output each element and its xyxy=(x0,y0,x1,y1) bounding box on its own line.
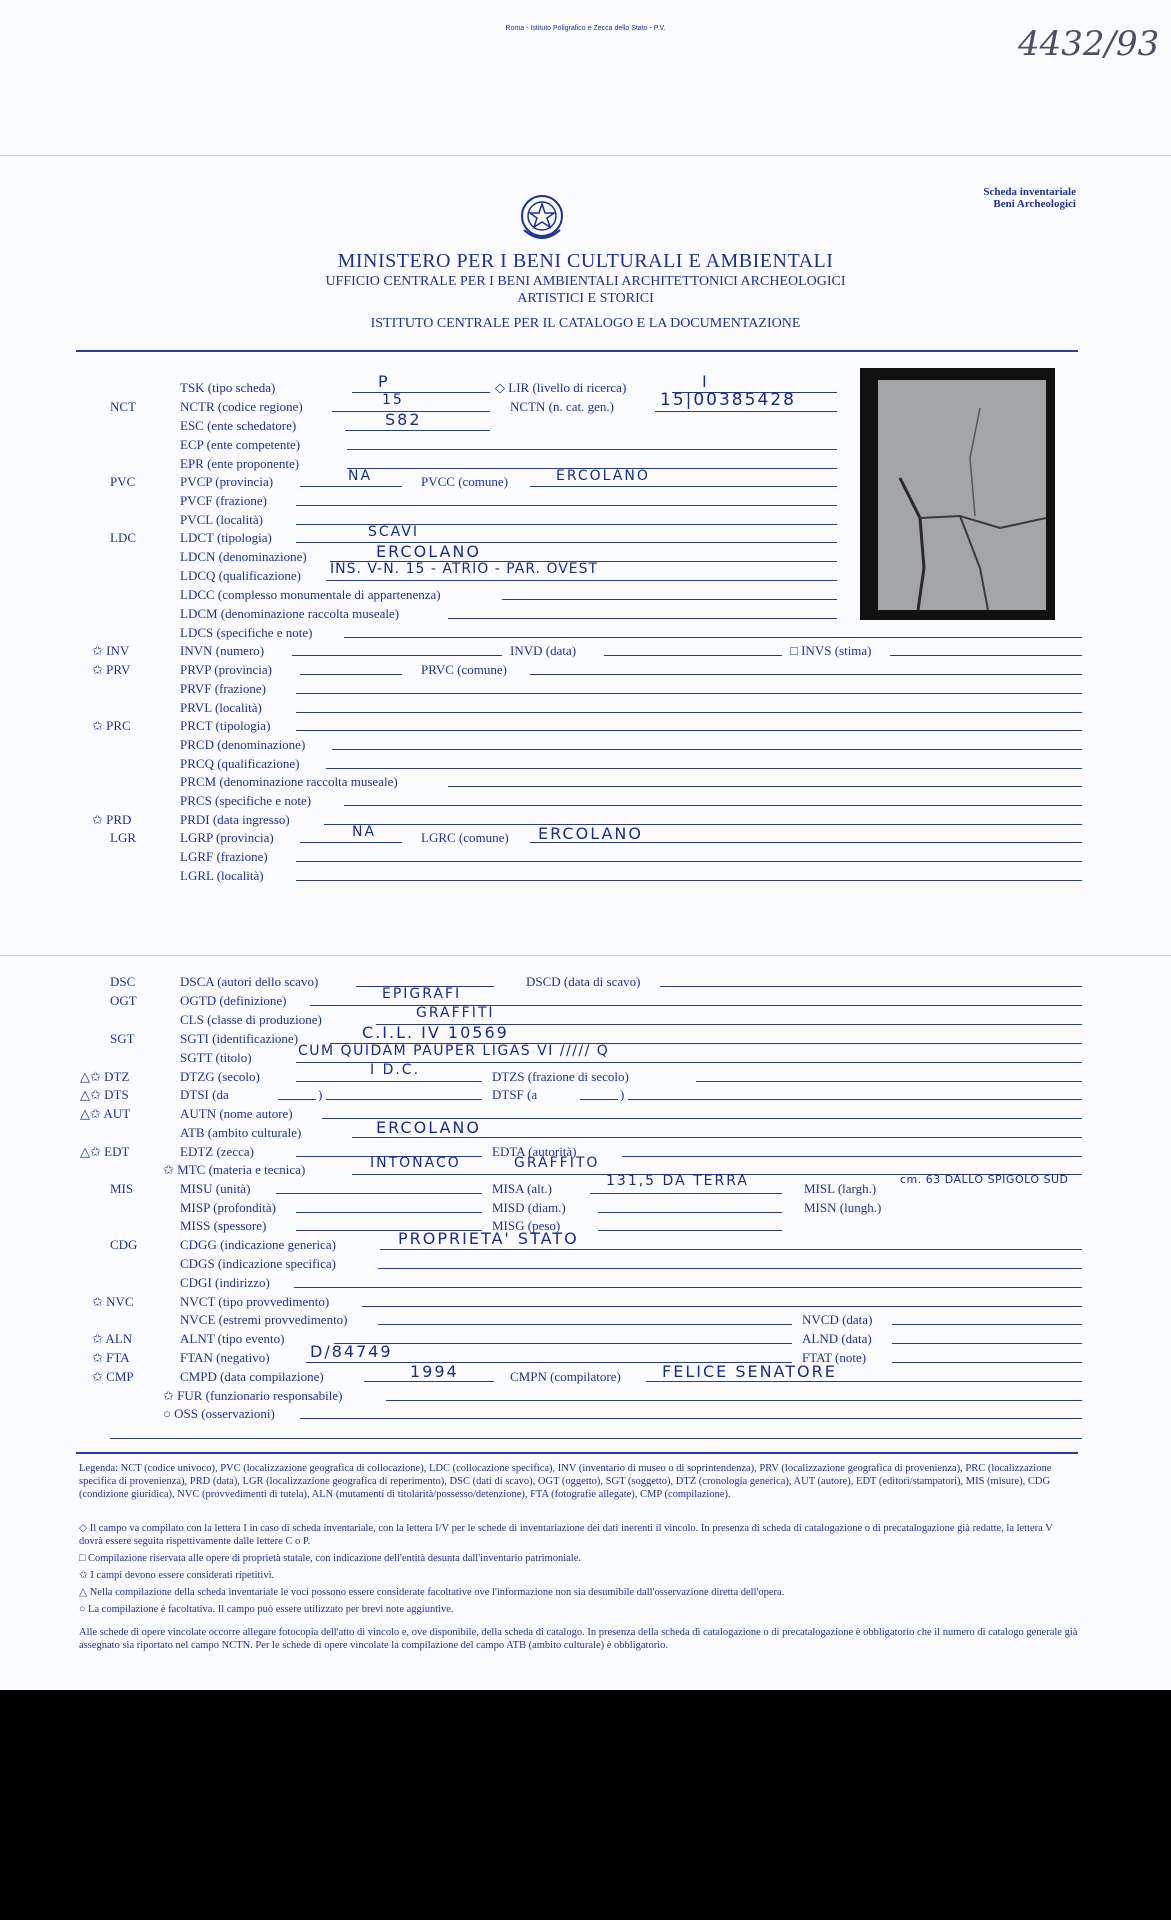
field-ogtd-value: EPIGRAFI xyxy=(382,986,462,1002)
field-tsk-label: TSK (tipo scheda) xyxy=(180,380,276,395)
field-misg-label: MISG (peso) xyxy=(492,1218,561,1233)
field-prcs-line xyxy=(344,805,1082,806)
field-misn-label: MISN (lungh.) xyxy=(804,1200,882,1215)
field-dtsi-tail-line xyxy=(326,1099,482,1100)
field-prdi-line xyxy=(324,824,1082,825)
field-dtsf-tail-line xyxy=(628,1099,1082,1100)
field-alnt-label: ALNT (tipo evento) xyxy=(180,1331,285,1346)
field-fur-line xyxy=(386,1400,1082,1401)
field-miss-label: MISS (spessore) xyxy=(180,1218,267,1233)
field-nctr-value: 15 xyxy=(382,392,404,408)
field-ogtd-label: OGTD (definizione) xyxy=(180,993,287,1008)
field-sgtt-value: CUM QUIDAM PAUPER LIGAS VI ///// Q xyxy=(298,1043,610,1059)
field-lgrl-label: LGRL (località) xyxy=(180,868,264,883)
field-cmpd-line xyxy=(364,1381,494,1382)
field-mtc-material-value: INTONACO xyxy=(370,1155,461,1171)
field-oss-label: ○ OSS (osservazioni) xyxy=(163,1406,275,1421)
field-lgrc-label: LGRC (comune) xyxy=(421,830,509,845)
section-inv: ✩ INV xyxy=(92,643,130,658)
field-prcm-line xyxy=(448,786,1082,787)
field-lir-label: ◇ LIR (livello di ricerca) xyxy=(495,380,627,395)
section-dsc: DSC xyxy=(110,974,136,989)
section-nct: NCT xyxy=(110,399,136,414)
field-esc-label: ESC (ente schedatore) xyxy=(180,418,297,433)
field-misg-line xyxy=(598,1230,782,1231)
field-cmpd-value: 1994 xyxy=(410,1362,459,1381)
field-ftat-label: FTAT (note) xyxy=(802,1350,867,1365)
legend-note-3: ✩ I campi devono essere considerati ripetitivi. xyxy=(79,1570,275,1581)
field-tsk-value: P xyxy=(378,372,390,391)
field-edta-line xyxy=(622,1156,1082,1157)
field-ftat-line xyxy=(892,1362,1082,1363)
field-nvct-line xyxy=(362,1306,1082,1307)
field-pvcp-label: PVCP (provincia) xyxy=(180,474,274,489)
field-ldcc-line xyxy=(502,599,837,600)
section-aut: △✩ AUT xyxy=(80,1106,131,1121)
field-cdgg-value: PROPRIETA' STATO xyxy=(398,1229,579,1248)
field-pvcc-label: PVCC (comune) xyxy=(421,474,509,489)
section-cdg: CDG xyxy=(110,1237,138,1252)
field-pvcf-label: PVCF (frazione) xyxy=(180,493,268,508)
field-fur-label: ✩ FUR (funzionario responsabile) xyxy=(163,1388,343,1403)
field-cdgs-line xyxy=(378,1268,1082,1269)
office-line-2: ARTISTICI E STORICI xyxy=(517,291,654,306)
section-prc: ✩ PRC xyxy=(92,718,131,733)
field-sgti-value: C.I.L. IV 10569 xyxy=(362,1023,509,1042)
field-ldcs-line xyxy=(344,637,1082,638)
field-ecp-label: ECP (ente competente) xyxy=(180,437,301,452)
fold-line-middle xyxy=(0,955,1171,956)
field-nvct-label: NVCT (tipo provvedimento) xyxy=(180,1294,330,1309)
field-lir-value: I xyxy=(702,372,709,391)
section-aln: ✩ ALN xyxy=(92,1331,133,1346)
field-ldcc-label: LDCC (complesso monumentale di appartenenza) xyxy=(180,587,441,602)
field-misa-line xyxy=(590,1193,782,1194)
field-lgrf-line xyxy=(296,861,1082,862)
field-misd-label: MISD (diam.) xyxy=(492,1200,566,1215)
legend-note-1: ◇ Il campo va compilato con la lettera I in caso di scheda inventariale, con la lettera I/V per le schede di inventariazione dei dati inerenti il vincolo. In presenza di scheda di catalogazione o di precatalogazione già redatte, la lettera V dovrà essere seguita rispettivamente dalle lettere C o P. xyxy=(79,1523,1053,1547)
field-ldcn-label: LDCN (denominazione) xyxy=(180,549,307,564)
field-ftan-value: D/84749 xyxy=(310,1342,393,1361)
field-cls-value: GRAFFITI xyxy=(416,1005,495,1021)
field-oss-line xyxy=(300,1418,1082,1419)
section-fta: ✩ FTA xyxy=(92,1350,130,1365)
field-dtzg-value: I D.C. xyxy=(370,1062,421,1078)
field-prvl-line xyxy=(296,712,1082,713)
field-lgrf-label: LGRF (frazione) xyxy=(180,849,268,864)
field-lgrp-value: NA xyxy=(352,824,377,840)
field-sgtt-label: SGTT (titolo) xyxy=(180,1050,252,1065)
section-prv: ✩ PRV xyxy=(92,662,131,677)
field-ldcq-label: LDCQ (qualificazione) xyxy=(180,568,301,583)
legend-rule xyxy=(76,1452,1078,1454)
legend-note-4: △ Nella compilazione della scheda inventariale le voci possono essere considerate facoltative ove l'informazione non sia desumibile dall'osservazione diretta dell'opera. xyxy=(79,1587,785,1598)
section-pvc: PVC xyxy=(110,474,136,489)
field-dtzs-line xyxy=(696,1081,1082,1082)
field-epr-label: EPR (ente proponente) xyxy=(180,456,300,471)
section-edt: △✩ EDT xyxy=(80,1144,130,1159)
field-nvcd-line xyxy=(892,1324,1082,1325)
field-misp-line xyxy=(296,1212,482,1213)
field-nvce-line xyxy=(378,1324,792,1325)
section-lgr: LGR xyxy=(110,830,136,845)
field-nvce-label: NVCE (estremi provvedimento) xyxy=(180,1312,348,1327)
field-misp-label: MISP (profondità) xyxy=(180,1200,276,1215)
wall-photo-image xyxy=(860,368,1055,620)
field-pvcp-value: NA xyxy=(348,468,373,484)
field-dtzg-label: DTZG (secolo) xyxy=(180,1069,260,1084)
field-ldcq-value: INS. V-N. 15 - ATRIO - PAR. OVEST xyxy=(330,561,599,577)
section-mis: MIS xyxy=(110,1181,134,1196)
legend-note-5: ○ La compilazione è facoltativa. Il campo può essere utilizzato per brevi note aggiuntive. xyxy=(79,1604,454,1615)
section-cmp: ✩ CMP xyxy=(92,1369,134,1384)
field-atb-line xyxy=(352,1137,1082,1138)
field-pvcp-line xyxy=(300,486,402,487)
field-cdgs-label: CDGS (indicazione specifica) xyxy=(180,1256,336,1271)
field-esc-value: S82 xyxy=(385,410,422,429)
legend-note-2: □ Compilazione riservata alle opere di proprietà statale, con indicazione dell'entità desunta dall'inventario patrimoniale. xyxy=(79,1553,581,1564)
field-alnt-line xyxy=(334,1343,792,1344)
field-ecp-line xyxy=(347,449,837,450)
field-misu-line xyxy=(276,1193,482,1194)
attached-photo xyxy=(860,368,1055,620)
fold-line-top xyxy=(0,155,1171,156)
field-cmpd-label: CMPD (data compilazione) xyxy=(180,1369,324,1384)
field-cmpn-line xyxy=(646,1381,1082,1382)
field-prvp-line xyxy=(300,674,402,675)
field-ldcs-label: LDCS (specifiche e note) xyxy=(180,625,313,640)
field-nctn-line xyxy=(655,411,837,412)
field-prct-line xyxy=(296,730,1082,731)
field-edtz-label: EDTZ (zecca) xyxy=(180,1144,254,1159)
field-lgrl-line xyxy=(296,880,1082,881)
legend-main: Legenda: NCT (codice univoco), PVC (localizzazione geografica di collocazione), LDC (collocazione specifica), INV (inventario di museo o di soprintendenza), PRV (localizzazione geografica di provenienza), PRC (localizzazione specifica di provenienza), PRD (data), LGR (localizzazione geografica di reperimento), DSC (dati di scavo), OGT (oggetto), SGT (soggetto), DTZ (cronologia generica), AUT (autore), EDT (editori/stampatori), MIS (misure), CDG (condizione giuridica), NVC (provvedimenti di tutela), ALN (mutamenti di titolarità/possesso/detenzione), FTA (fotografie allegate), CMP (compilazione). xyxy=(79,1463,1052,1500)
field-prcm-label: PRCM (denominazione raccolta museale) xyxy=(180,774,398,789)
field-dtsi-line xyxy=(278,1099,316,1100)
field-prvf-label: PRVF (frazione) xyxy=(180,681,266,696)
field-pvcc-value: ERCOLANO xyxy=(556,468,650,484)
field-cdgi-line xyxy=(294,1287,1082,1288)
field-atb-value: ERCOLANO xyxy=(376,1118,481,1137)
field-lgrp-label: LGRP (provincia) xyxy=(180,830,274,845)
field-invn-line xyxy=(292,655,502,656)
field-mtc-technique-value: GRAFFITO xyxy=(514,1155,600,1171)
field-prvc-label: PRVC (comune) xyxy=(421,662,507,677)
printer-imprint: Roma - Istituto Poligrafico e Zecca dello Stato - P.V. xyxy=(505,25,666,32)
office-line-1: UFFICIO CENTRALE PER I BENI AMBIENTALI ARCHITETTONICI ARCHEOLOGICI xyxy=(325,274,846,289)
field-lgrc-value: ERCOLANO xyxy=(538,824,643,843)
field-cls-label: CLS (classe di produzione) xyxy=(180,1012,322,1027)
scheda-line-2: Beni Archeologici xyxy=(993,198,1076,210)
field-prcd-label: PRCD (denominazione) xyxy=(180,737,306,752)
field-prcd-line xyxy=(332,749,1082,750)
field-pvcc-line xyxy=(530,486,837,487)
section-ogt: OGT xyxy=(110,993,137,1008)
field-invd-line xyxy=(604,655,782,656)
republic-emblem-icon xyxy=(516,190,568,246)
field-invn-label: INVN (numero) xyxy=(180,643,265,658)
field-ldcn-value: ERCOLANO xyxy=(376,542,481,561)
field-nctr-label: NCTR (codice regione) xyxy=(180,399,303,414)
field-pvcf-line xyxy=(296,505,837,506)
field-tsk-line xyxy=(352,392,490,393)
field-ldcm-line xyxy=(448,618,837,619)
section-sgt: SGT xyxy=(110,1031,135,1046)
institute-title: ISTITUTO CENTRALE PER IL CATALOGO E LA DOCUMENTAZIONE xyxy=(370,316,801,331)
field-ldcm-label: LDCM (denominazione raccolta museale) xyxy=(180,606,400,621)
field-dtsi-close: ) xyxy=(318,1087,323,1102)
section-dtz: △✩ DTZ xyxy=(80,1069,130,1084)
field-ldcq-line xyxy=(326,580,837,581)
section-prd: ✩ PRD xyxy=(92,812,132,827)
field-prct-label: PRCT (tipologia) xyxy=(180,718,271,733)
field-invs-label: □ INVS (stima) xyxy=(790,643,872,658)
field-dtsi-label: DTSI (da xyxy=(180,1087,229,1102)
field-atb-label: ATB (ambito culturale) xyxy=(180,1125,302,1140)
header-rule xyxy=(76,350,1078,352)
field-dtsf-line xyxy=(580,1099,618,1100)
field-misa-label: MISA (alt.) xyxy=(492,1181,552,1196)
field-cdgg-line xyxy=(380,1249,1082,1250)
scheda-type xyxy=(983,186,1076,210)
field-oss-extra-line xyxy=(110,1438,1082,1439)
field-prdi-label: PRDI (data ingresso) xyxy=(180,812,290,827)
field-alnd-line xyxy=(892,1343,1082,1344)
field-nctn-value: 15|00385428 xyxy=(660,390,796,410)
field-cmpn-label: CMPN (compilatore) xyxy=(510,1369,621,1384)
field-sgti-label: SGTI (identificazione) xyxy=(180,1031,299,1046)
field-dtzs-label: DTZS (frazione di secolo) xyxy=(492,1069,629,1084)
field-dsca-label: DSCA (autori dello scavo) xyxy=(180,974,319,989)
inventory-number: 4432/93 xyxy=(1018,24,1160,64)
field-misl-value: cm. 63 DALLO SPIGOLO SUD xyxy=(900,1173,1069,1186)
field-cdgi-label: CDGI (indirizzo) xyxy=(180,1275,270,1290)
field-misu-label: MISU (unità) xyxy=(180,1181,251,1196)
field-dscd-label: DSCD (data di scavo) xyxy=(526,974,641,989)
field-nvcd-label: NVCD (data) xyxy=(802,1312,873,1327)
field-misd-line xyxy=(598,1212,782,1213)
section-nvc: ✩ NVC xyxy=(92,1294,134,1309)
section-dts: △✩ DTS xyxy=(80,1087,129,1102)
field-dtsf-label: DTSF (a xyxy=(492,1087,538,1102)
section-ldc: LDC xyxy=(110,530,136,545)
field-ldct-label: LDCT (tipologia) xyxy=(180,530,272,545)
field-ftan-label: FTAN (negativo) xyxy=(180,1350,270,1365)
field-misa-value: 131,5 DA TERRA xyxy=(606,1173,749,1189)
field-prcs-label: PRCS (specifiche e note) xyxy=(180,793,312,808)
field-cmpn-value: FELICE SENATORE xyxy=(662,1362,837,1381)
field-alnd-label: ALND (data) xyxy=(802,1331,872,1346)
field-invs-line xyxy=(890,655,1082,656)
field-nctn-label: NCTN (n. cat. gen.) xyxy=(510,399,614,414)
field-prvp-label: PRVP (provincia) xyxy=(180,662,272,677)
field-pvcl-label: PVCL (località) xyxy=(180,512,263,527)
field-prvl-label: PRVL (località) xyxy=(180,700,262,715)
field-mtc-label: ✩ MTC (materia e tecnica) xyxy=(163,1162,306,1177)
legend-note-6: Alle schede di opere vincolate occorre allegare fotocopia dell'atto di vincolo e, ove disponibile, della scheda di catalogo. In presenza della scheda di catalogazione o di precatalogazione è obbligatorio che il numero di catalogo generale già assegnato sia riportato nel campo NCTN. Per le schede di opere vincolate la compilazione del campo ATB (ambito culturale) è obbligatorio. xyxy=(79,1627,1078,1651)
field-dtzg-line xyxy=(296,1081,482,1082)
field-cdgg-label: CDGG (indicazione generica) xyxy=(180,1237,336,1252)
ministry-title: MINISTERO PER I BENI CULTURALI E AMBIENTALI xyxy=(337,250,834,272)
field-invd-label: INVD (data) xyxy=(510,643,577,658)
field-prcq-label: PRCQ (qualificazione) xyxy=(180,756,300,771)
field-autn-label: AUTN (nome autore) xyxy=(180,1106,293,1121)
field-esc-line xyxy=(345,430,490,431)
field-dtsf-close: ) xyxy=(620,1087,625,1102)
field-ldct-value: SCAVI xyxy=(368,524,420,540)
field-lgrp-line xyxy=(300,842,402,843)
field-edta-label: EDTA (autorità) xyxy=(492,1144,577,1159)
field-misl-label: MISL (largh.) xyxy=(804,1181,877,1196)
scheda-line-1: Scheda inventariale xyxy=(983,186,1076,198)
field-dscd-line xyxy=(660,986,1082,987)
field-prcq-line xyxy=(326,768,1082,769)
field-prvc-line xyxy=(530,674,1082,675)
field-prvf-line xyxy=(296,693,1082,694)
